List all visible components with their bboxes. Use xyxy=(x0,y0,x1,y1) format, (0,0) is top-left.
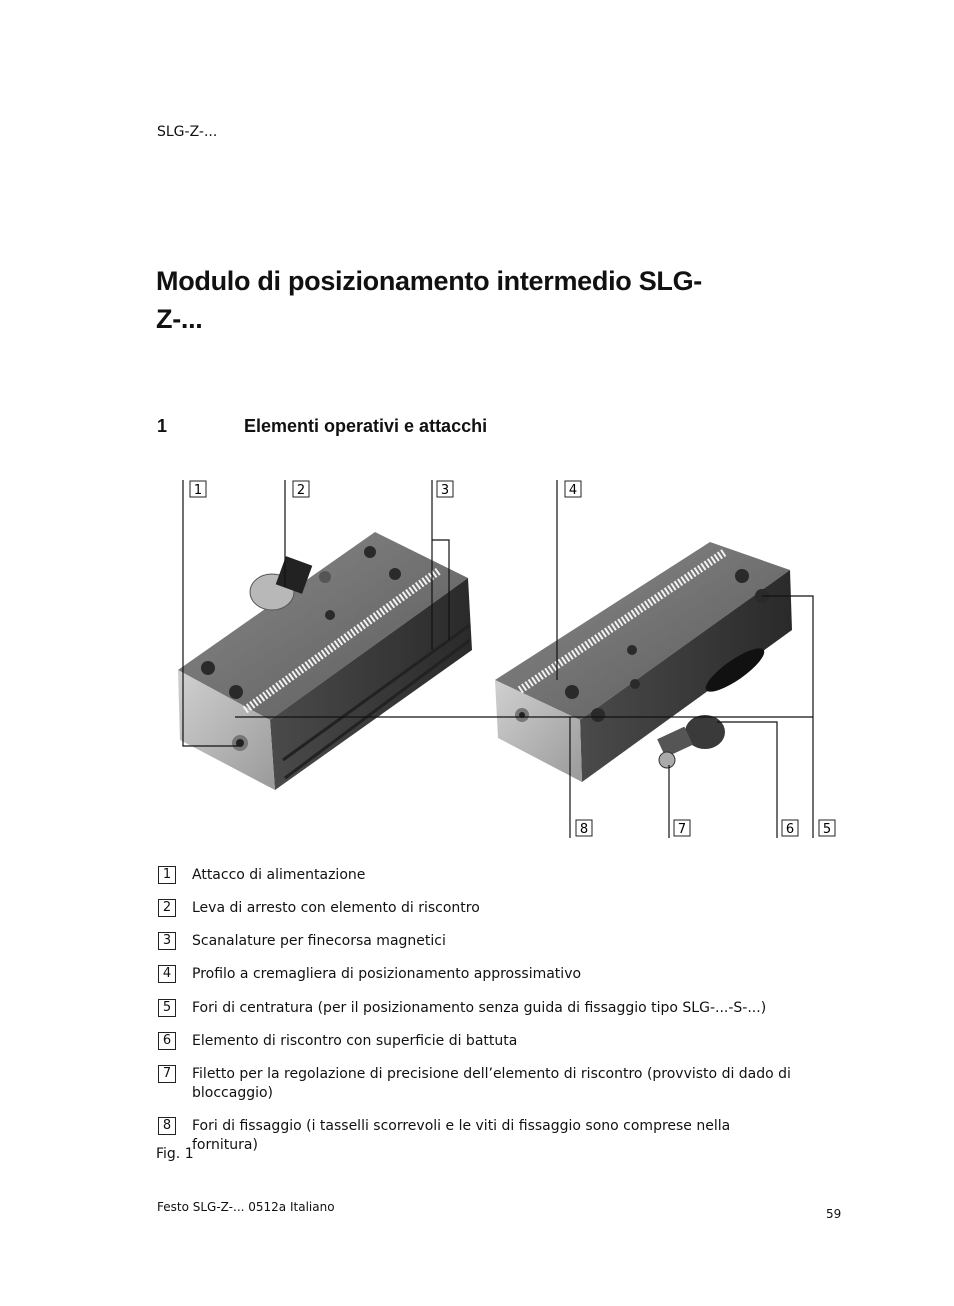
svg-text:1: 1 xyxy=(193,483,203,498)
legend-number: 3 xyxy=(158,932,176,950)
legend-number: 4 xyxy=(158,965,176,983)
callout-3 xyxy=(437,481,453,498)
page-title-line-1: Modulo di posizionamento intermedio SLG- xyxy=(156,266,702,296)
callout-1 xyxy=(190,481,206,498)
callout-5 xyxy=(819,820,835,837)
legend-number: 6 xyxy=(158,1032,176,1050)
legend-number: 1 xyxy=(158,866,176,884)
running-header: SLG-Z-... xyxy=(157,124,218,140)
page-number: 59 xyxy=(826,1207,842,1221)
legend-number: 2 xyxy=(158,899,176,917)
legend-text: Filetto per la regolazione di precisione dell’elemento di riscontro (provvisto di dado di bloccaggio) xyxy=(192,1066,791,1101)
legend-text: Elemento di riscontro con superficie di battuta xyxy=(192,1033,518,1049)
legend-number: 5 xyxy=(158,999,176,1017)
page-title-line-2: Z-... xyxy=(156,304,203,334)
section-heading: Elementi operativi e attacchi xyxy=(244,416,488,436)
svg-text:8: 8 xyxy=(579,822,589,837)
svg-text:7: 7 xyxy=(677,822,687,837)
legend-text: Fori di centratura (per il posizionamento senza guida di fissaggio tipo SLG-...-S-...) xyxy=(192,1000,767,1016)
svg-text:4: 4 xyxy=(568,483,578,498)
legend-text: Fori di fissaggio (i tasselli scorrevoli e le viti di fissaggio sono comprese nella fornitura) xyxy=(192,1118,731,1153)
legend-text: Profilo a cremagliera di posizionamento approssimativo xyxy=(192,966,582,982)
callout-7 xyxy=(674,820,690,837)
left-slide-module xyxy=(178,532,472,790)
svg-text:2: 2 xyxy=(296,483,306,498)
callout-4 xyxy=(565,481,581,498)
page-title xyxy=(156,262,736,338)
right-slide-module xyxy=(495,542,792,782)
legend-text: Leva di arresto con elemento di riscontro xyxy=(192,900,480,916)
svg-text:5: 5 xyxy=(822,822,832,837)
callout-6 xyxy=(782,820,798,837)
callout-8 xyxy=(576,820,592,837)
legend-number: 8 xyxy=(158,1117,176,1135)
section-number: 1 xyxy=(157,416,168,436)
footer-text: Festo SLG-Z-... 0512a Italiano xyxy=(157,1200,335,1214)
product-figure xyxy=(150,470,850,850)
legend-number: 7 xyxy=(158,1065,176,1083)
legend-text: Scanalature per finecorsa magnetici xyxy=(192,933,446,949)
figure-caption: Fig. 1 xyxy=(156,1146,194,1162)
svg-text:3: 3 xyxy=(440,483,450,498)
callout-2 xyxy=(293,481,309,498)
svg-text:6: 6 xyxy=(785,822,795,837)
legend-text: Attacco di alimentazione xyxy=(192,867,366,883)
